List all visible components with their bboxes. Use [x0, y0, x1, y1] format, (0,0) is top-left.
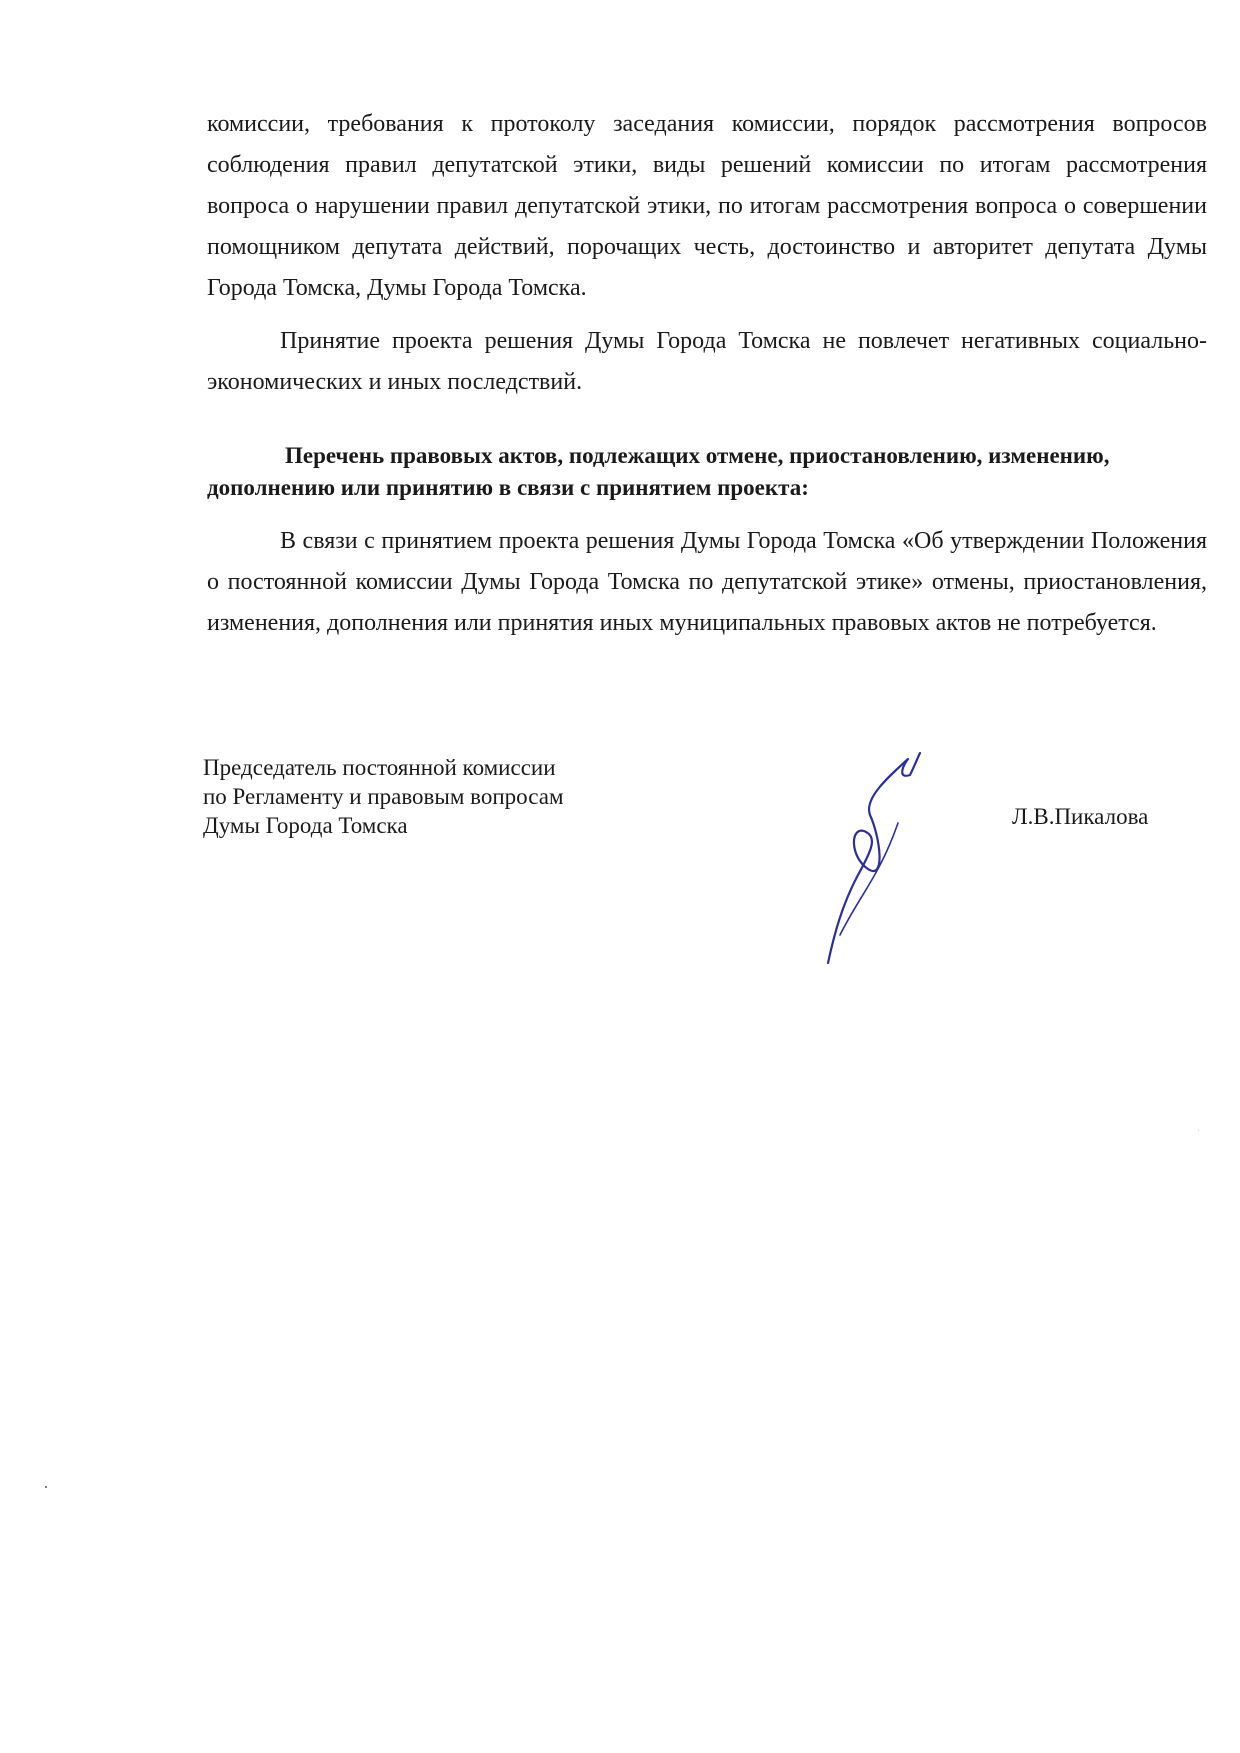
handwritten-signature [820, 745, 950, 965]
signatory-title-line-2: по Регламенту и правовым вопросам [203, 784, 564, 809]
paragraph-no-acts-required: В связи с принятием проекта решения Думы Города Томска «Об утверждении Положения о постоянной комиссии Думы Города Томска по депутатской этике» отмены, приостановления, изменения, дополнения или принятия иных муниципальных правовых актов не потребуется. [207, 528, 1207, 636]
section-heading-legal-acts: Перечень правовых актов, подлежащих отмене, приостановлению, изменению, дополнению или принятию в связи с принятием проекта: [207, 443, 1110, 500]
scan-speck [1198, 1130, 1199, 1131]
signature-stroke-tail [840, 823, 898, 935]
paragraph-no-negative-consequences: Принятие проекта решения Думы Города Томска не повлечет негативных социально-экономических и иных последствий. [207, 328, 1207, 395]
signatory-title [203, 753, 564, 840]
paragraph-commission-requirements: комиссии, требования к протоколу заседания комиссии, порядок рассмотрения вопросов соблюдения правил депутатской этики, виды решений комиссии по итогам рассмотрения вопроса о нарушении правил депутатской этики, по итогам рассмотрения вопроса о совершении помощником депутата действий, порочащих честь, достоинство и авторитет депутата Думы Города Томска, Думы Города Томска. [207, 111, 1207, 301]
signatory-title-line-1: Председатель постоянной комиссии [203, 755, 556, 780]
signatory-title-line-3: Думы Города Томска [203, 813, 408, 838]
scan-speck [45, 1486, 47, 1488]
signatory-name: Л.В.Пикалова [1012, 804, 1149, 829]
